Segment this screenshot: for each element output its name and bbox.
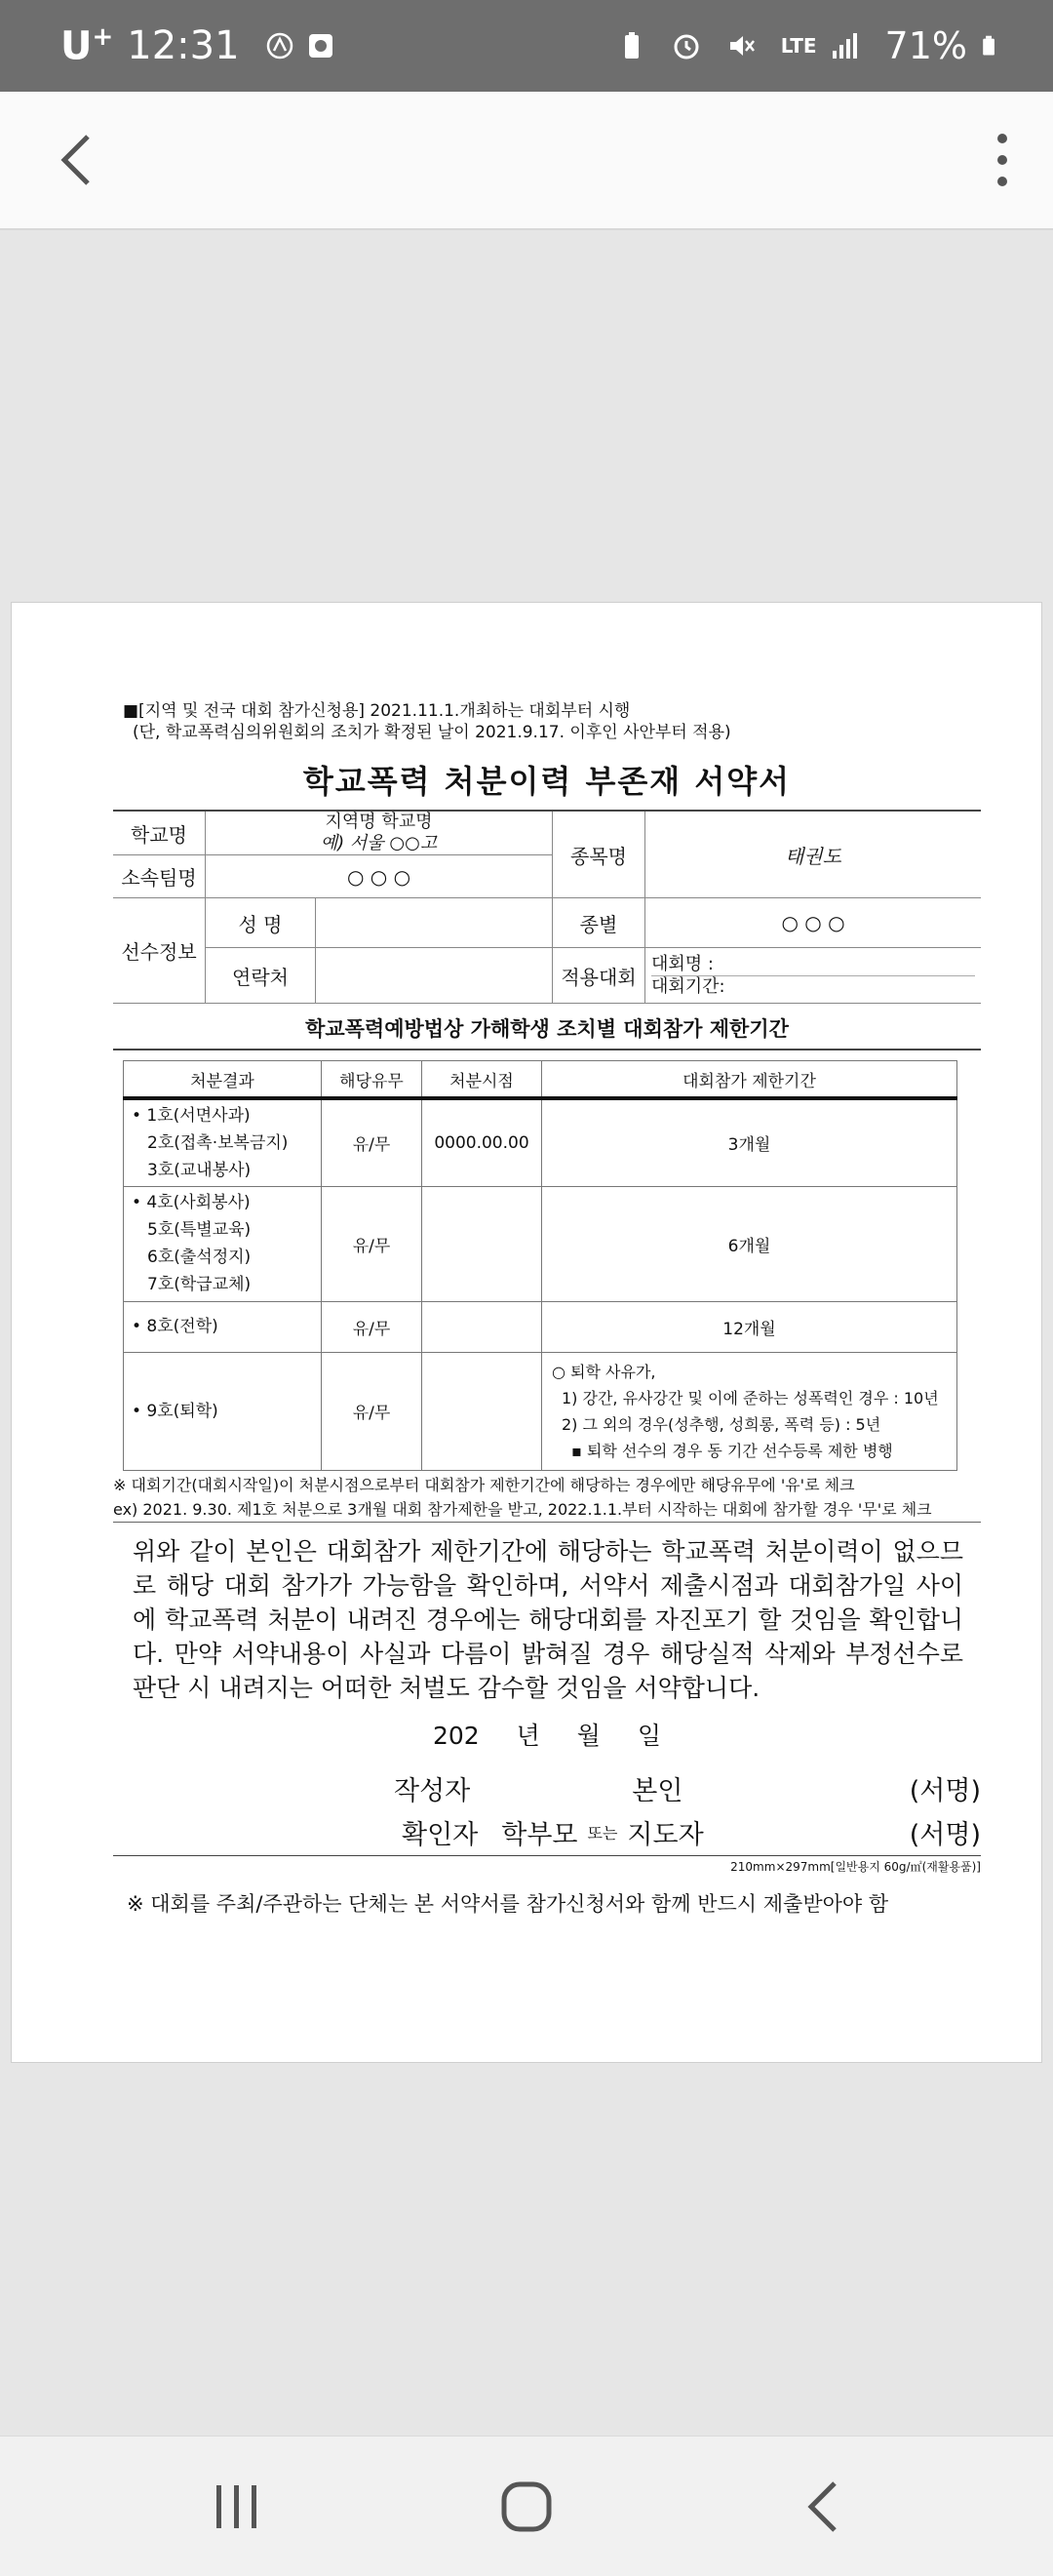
date-line: 202 년 월 일	[432, 1721, 661, 1750]
date-cell	[422, 1352, 542, 1470]
date-cell	[422, 1186, 542, 1301]
limit-cell: 6개월	[542, 1186, 957, 1301]
footnote: ※ 대회기간(대회시작일)이 처분시점으로부터 대회참가 제한기간에 해당하는 경우에만 해당유무에 '유'로 체크	[113, 1475, 855, 1494]
event-label: 종목명	[553, 811, 645, 898]
screen-record-icon	[306, 31, 335, 60]
document-page[interactable]	[11, 602, 1042, 2063]
col-header: 처분시점	[422, 1061, 542, 1099]
table-row	[124, 1186, 957, 1301]
player-label: 선수정보	[113, 898, 206, 1004]
limit-cell: ○ 퇴학 사유가, 1) 강간, 유사강간 및 이에 준하는 성폭력인 경우 : 10년 2) 그 외의 경우(성추행, 성희롱, 폭력 등) : 5년 ▪ 퇴학 선수의 경우 동 기간 선수등록 제한 병행	[542, 1352, 957, 1470]
col-header: 처분결과	[124, 1061, 322, 1099]
date-cell	[422, 1301, 542, 1352]
col-header: 대회참가 제한기간	[542, 1061, 957, 1099]
carrier-label: U+	[60, 22, 114, 69]
applied-label: 적용대회	[553, 948, 645, 1004]
lte-icon: LTE	[780, 34, 817, 58]
clock: 12:31	[127, 23, 240, 68]
limit-cell: 12개월	[542, 1301, 957, 1352]
yn-cell: 유/무	[322, 1301, 422, 1352]
document-title: 학교폭력 처분이력 부존재 서약서	[302, 763, 792, 800]
final-note: ※ 대회를 주최/주관하는 단체는 본 서약서를 참가신청서와 함께 반드시 제출받아야 함	[127, 1891, 889, 1916]
recents-icon[interactable]	[205, 2476, 267, 2538]
battery-percent: 71%	[884, 24, 967, 67]
writer-row: 작성자 본인 (서명)	[394, 1775, 981, 1806]
yn-cell: 유/무	[322, 1352, 422, 1470]
restriction-title: 학교폭력예방법상 가해학생 조치별 대회참가 제한기간	[113, 1004, 981, 1050]
contest-info: 대회명 : 대회기간:	[645, 948, 982, 1004]
accessibility-icon	[265, 31, 294, 60]
nav-bar	[0, 2436, 1053, 2576]
name-value	[316, 898, 553, 948]
name-label: 성 명	[206, 898, 316, 948]
date-cell: 0000.00.00	[422, 1098, 542, 1186]
paper-size-note: 210mm×297mm[일반용지 60g/㎡(재활용품)]	[113, 1855, 981, 1875]
disposition-cell: • 9호(퇴학)	[124, 1352, 322, 1470]
app-bar	[0, 92, 1053, 230]
notice-line: ■[지역 및 전국 대회 참가신청용] 2021.11.1.개최하는 대회부터 시행	[123, 701, 631, 721]
table-row	[124, 1098, 957, 1186]
chevron-left-icon[interactable]	[49, 129, 111, 191]
disposition-cell: • 8호(전학)	[124, 1301, 322, 1352]
info-table	[113, 810, 981, 1004]
disposition-cell: • 4호(사회봉사) 5호(특별교육) 6호(출석정지) 7호(학급교체)	[124, 1186, 322, 1301]
battery-saver-icon	[617, 31, 646, 60]
footnote: ex) 2021. 9.30. 제1호 처분으로 3개월 대회 참가제한을 받고, 2022.1.1.부터 시작하는 대회에 참가할 경우 '무'로 체크	[113, 1499, 981, 1523]
confirmer-row: 확인자 학부모 또는 지도자 (서명)	[402, 1819, 981, 1850]
team-label: 소속팀명	[113, 855, 206, 898]
school-value: 지역명 학교명 예) 서울 ○○고	[206, 811, 553, 855]
back-icon[interactable]	[794, 2476, 856, 2538]
col-header: 해당유무	[322, 1061, 422, 1099]
contact-label: 연락처	[206, 948, 316, 1004]
yn-cell: 유/무	[322, 1098, 422, 1186]
more-vert-icon[interactable]	[981, 129, 1024, 191]
mute-icon	[726, 31, 756, 60]
disposition-cell: • 1호(서면사과) 2호(접촉·보복금지) 3호(교내봉사)	[124, 1098, 322, 1186]
signal-icon	[831, 31, 860, 60]
battery-icon	[981, 31, 1002, 60]
home-icon[interactable]	[495, 2476, 558, 2538]
restriction-table	[123, 1060, 957, 1471]
contact-value	[316, 948, 553, 1004]
limit-cell: 3개월	[542, 1098, 957, 1186]
yn-cell: 유/무	[322, 1186, 422, 1301]
pledge-text: 위와 같이 본인은 대회참가 제한기간에 해당하는 학교폭력 처분이력이 없으므로 해당 대회 참가가 가능함을 확인하며, 서약서 제출시점과 대회참가일 사이에 학교폭력 처분이 내려진 경우에는 해당대회를 자진포기 할 것임을 확인합니다. 만약 서약내용이 사실과 다름이 밝혀질 경우 해당실적 삭제와 부정선수로 판단 시 내려지는 어떠한 처벌도 감수할 것임을 서약합니다.	[133, 1536, 963, 1702]
status-bar	[0, 0, 1053, 92]
category-label: 종별	[553, 898, 645, 948]
alarm-icon	[672, 31, 701, 60]
category-value: ○ ○ ○	[645, 898, 982, 948]
table-row	[124, 1352, 957, 1470]
team-value: ○ ○ ○	[206, 855, 553, 898]
notice-line: (단, 학교폭력심의위원회의 조치가 확정된 날이 2021.9.17. 이후인 사안부터 적용)	[133, 723, 731, 742]
school-label: 학교명	[113, 811, 206, 855]
event-value: 태권도	[645, 811, 982, 898]
pledge-form	[113, 700, 981, 1918]
table-row	[124, 1301, 957, 1352]
